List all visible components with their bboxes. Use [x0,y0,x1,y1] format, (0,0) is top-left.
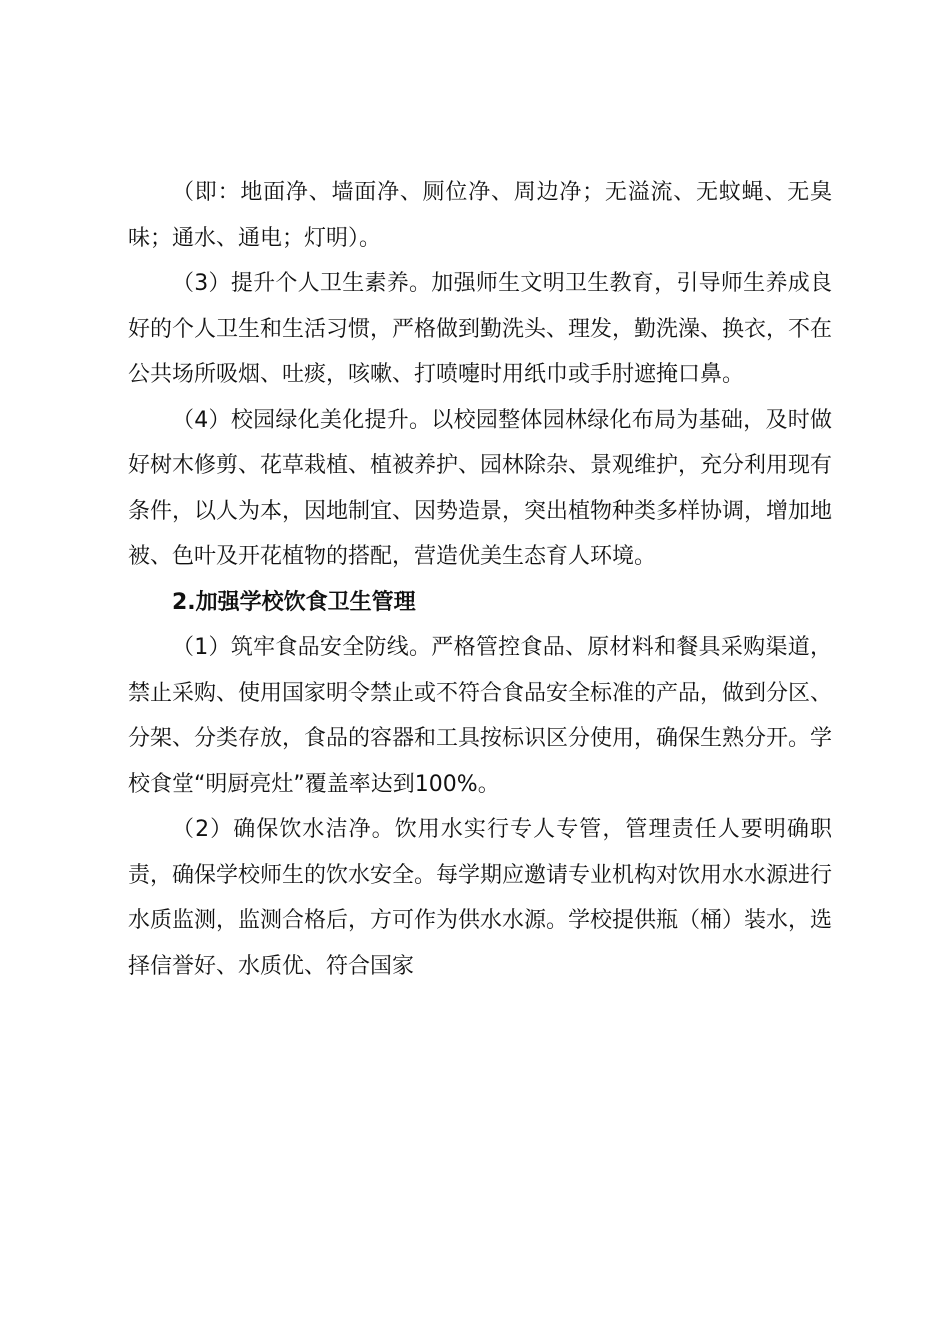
document-body [128,170,832,989]
paragraph-food-safety: （1）筑牢食品安全防线。严格管控食品、原材料和餐具采购渠道，禁止采购、使用国家明令禁止或不符合食品安全标准的产品，做到分区、分架、分类存放，食品的容器和工具按标识区分使用，确保生熟分开。学校食堂“明厨亮灶”覆盖率达到100%。 [128,635,833,797]
paragraph-drinking-water: （2）确保饮水洁净。饮用水实行专人专管，管理责任人要明确职责，确保学校师生的饮水安全。每学期应邀请专业机构对饮用水水源进行水质监测，监测合格后，方可作为供水水源。学校提供瓶（桶）装水，选择信誉好、水质优、符合国家 [128,817,833,979]
section-heading-food-hygiene: 2.加强学校饮食卫生管理 [172,589,416,615]
paragraph-toilet-standards: （即：地面净、墙面净、厕位净、周边净；无溢流、无蚊蝇、无臭味；通水、通电；灯明）。 [128,180,832,251]
paragraph-personal-hygiene: （3）提升个人卫生素养。加强师生文明卫生教育，引导师生养成良好的个人卫生和生活习惯，严格做到勤洗头、理发，勤洗澡、换衣，不在公共场所吸烟、吐痰，咳嗽、打喷嚏时用纸巾或手肘遮掩口鼻。 [128,271,833,387]
paragraph-campus-greening: （4）校园绿化美化提升。以校园整体园林绿化布局为基础，及时做好树木修剪、花草栽植、植被养护、园林除杂、景观维护，充分利用现有条件，以人为本，因地制宜、因势造景，突出植物种类多样协调，增加地被、色叶及开花植物的搭配，营造优美生态育人环境。 [128,407,833,569]
